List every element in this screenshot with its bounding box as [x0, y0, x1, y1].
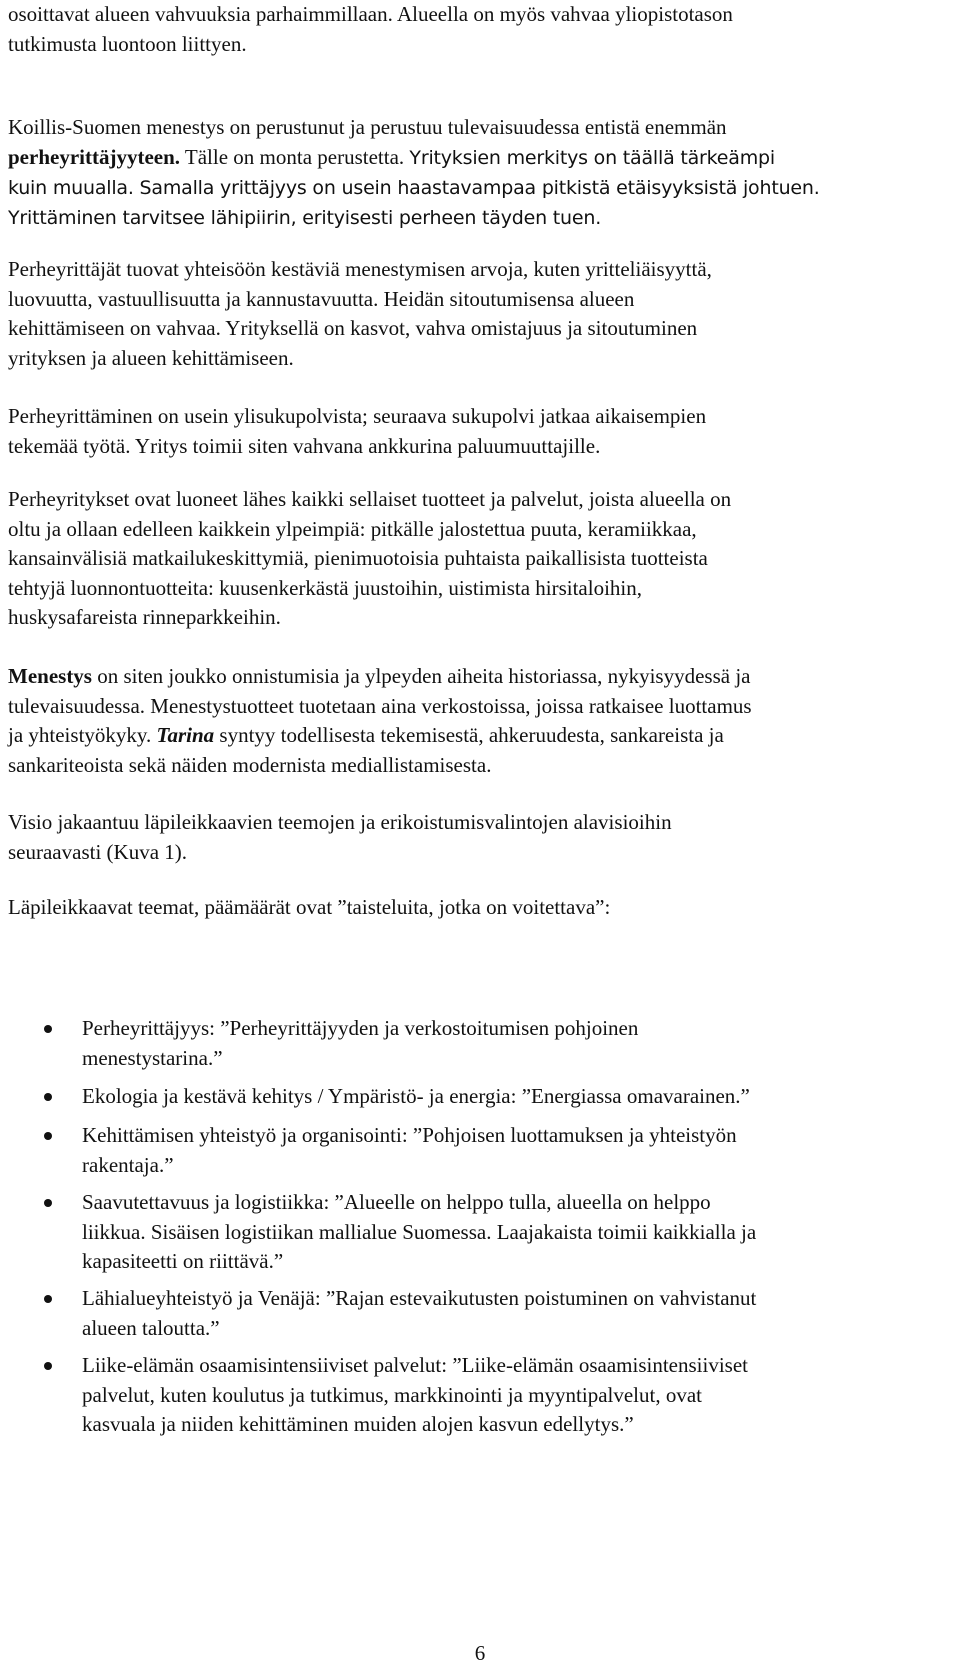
- text-line: palvelut, kuten koulutus ja tutkimus, markkinointi ja myyntipalvelut, ovat: [82, 1382, 703, 1407]
- paragraph-intro-continued: [8, 0, 952, 59]
- text-line: Perheyrittäminen on usein ylisukupolvista; seuraava sukupolvi jatkaa aikaisempien: [8, 404, 707, 428]
- text-line: tekemää työtä. Yritys toimii siten vahvana ankkurina paluumuuttajille.: [8, 433, 601, 458]
- list-item-text: [82, 1014, 942, 1073]
- text-line: kehittämiseen on vahvaa. Yrityksellä on kasvot, vahva omistajuus ja sitoutuminen: [8, 316, 698, 340]
- text-line: [8, 721, 952, 751]
- text-line: Saavutettavuus ja logistiikka: ”Alueelle on helppo tulla, alueella on helppo: [82, 1190, 711, 1214]
- text-line: kasvuala ja niiden kehittäminen muiden alojen kasvun edellytys.”: [82, 1412, 634, 1436]
- text-line: Koillis-Suomen menestys on perustunut ja perustuu tulevaisuudessa entistä enemmän: [8, 115, 727, 139]
- paragraph-generations: [8, 402, 952, 461]
- text-line: yrityksen ja alueen kehittämiseen.: [8, 345, 294, 370]
- bullet-icon: [44, 1093, 52, 1101]
- bullet-icon: [44, 1295, 52, 1303]
- text-line: kapasiteetti on riittävä.”: [82, 1249, 284, 1273]
- list-item-text: [82, 1121, 942, 1180]
- sans-text-run: kuin muualla.: [8, 177, 134, 199]
- text-line: seuraavasti (Kuva 1).: [8, 839, 188, 864]
- text-line: osoittavat alueen vahvuuksia parhaimmillaan. Alueella on myös vahvaa yliopistotason: [8, 2, 733, 26]
- text-line: Lähialueyhteistyö ja Venäjä: ”Rajan estevaikutusten poistuminen on vahvistanut: [82, 1286, 757, 1310]
- text-run: syntyy todellisesta tekemisestä, ahkeruudesta, sankareista ja: [214, 723, 724, 747]
- sans-text-run: Samalla yrittäjyys on usein haastavampaa pitkistä etäisyyksistä johtuen.: [133, 177, 820, 199]
- text-line: kansainvälisiä matkailukeskittymiä, pienimuotoisia puhtaista paikallisista tuotteista: [8, 546, 708, 570]
- list-item-text: [82, 1351, 942, 1440]
- bold-term: perheyrittäjyyteen.: [8, 144, 181, 169]
- paragraph-themes-intro: [8, 893, 952, 923]
- text-line: Kehittämisen yhteistyö ja organisointi: ”Pohjoisen luottamuksen ja yhteistyön: [82, 1123, 737, 1147]
- text-line: Läpileikkaavat teemat, päämäärät ovat ”taisteluita, jotka on voitettava”:: [8, 895, 611, 919]
- text-line: [8, 173, 952, 204]
- text-line: alueen taloutta.”: [82, 1315, 220, 1340]
- sans-text-run: Yrityksien merkitys on täällä tärkeämpi: [409, 146, 775, 169]
- list-item-text: [82, 1284, 942, 1343]
- text-run: on siten joukko onnistumisia ja ylpeyden aiheita historiassa, nykyisyydessä ja: [91, 664, 751, 688]
- text-line: huskysafareista rinneparkkeihin.: [8, 605, 281, 629]
- paragraph-vision: [8, 808, 952, 867]
- paragraph-products: [8, 485, 952, 633]
- text-line: Ekologia ja kestävä kehitys / Ympäristö- ja energia: ”Energiassa omavarainen.”: [82, 1084, 750, 1108]
- text-line: tehtyjä luonnontuotteita: kuusenkerkästä juustoihin, uistimista hirsitaloihin,: [8, 575, 643, 600]
- text-run: Tälle on monta perustetta.: [180, 144, 410, 169]
- text-line: oltu ja ollaan edelleen kaikkein ylpeimpiä: pitkälle jalostettua puuta, keramiikkaa,: [8, 516, 697, 541]
- paragraph-family-entrepreneurship: [8, 113, 952, 233]
- text-line: tutkimusta luontoon liittyen.: [8, 31, 247, 56]
- bullet-icon: [44, 1132, 52, 1140]
- bullet-icon: [44, 1362, 52, 1370]
- list-item-text: [82, 1082, 942, 1112]
- bold-term: Menestys: [8, 664, 92, 688]
- text-line: Liike-elämän osaamisintensiiviset palvelut: ”Liike-elämän osaamisintensiiviset: [82, 1353, 748, 1377]
- text-line: [8, 662, 952, 692]
- text-line: tulevaisuudessa. Menestystuotteet tuotetaan aina verkostoissa, joissa ratkaisee luottamus: [8, 693, 752, 718]
- text-line: luovuutta, vastuullisuutta ja kannustavuutta. Heidän sitoutumisensa alueen: [8, 286, 635, 311]
- text-line: Perheyrittäjät tuovat yhteisöön kestäviä menestymisen arvoja, kuten yritteliäisyyttä,: [8, 257, 712, 281]
- text-line: Yrittäminen tarvitsee lähipiirin, erityisesti perheen täyden tuen.: [8, 206, 602, 229]
- text-line: sankariteoista sekä näiden modernista mediallistamisesta.: [8, 752, 492, 777]
- text-line: rakentaja.”: [82, 1152, 174, 1177]
- text-line: liikkua. Sisäisen logistiikan mallialue Suomessa. Laajakaista toimii kaikkialla ja: [82, 1219, 757, 1244]
- text-line: [8, 143, 952, 174]
- bold-italic-term: Tarina: [156, 723, 215, 747]
- text-run: ja yhteistyökyky.: [8, 723, 157, 747]
- paragraph-values: [8, 255, 952, 373]
- paragraph-success: [8, 662, 952, 780]
- page-number: 6: [474, 1641, 486, 1665]
- text-line: Perheyritykset ovat luoneet lähes kaikki sellaiset tuotteet ja palvelut, joista alueella on: [8, 487, 732, 511]
- list-item-text: [82, 1188, 942, 1277]
- text-line: menestystarina.”: [82, 1045, 223, 1070]
- bullet-icon: [44, 1025, 52, 1033]
- text-line: Perheyrittäjyys: ”Perheyrittäjyyden ja verkostoitumisen pohjoinen: [82, 1016, 639, 1040]
- text-line: Visio jakaantuu läpileikkaavien teemojen ja erikoistumisvalintojen alavisioihin: [8, 810, 672, 834]
- bullet-icon: [44, 1199, 52, 1207]
